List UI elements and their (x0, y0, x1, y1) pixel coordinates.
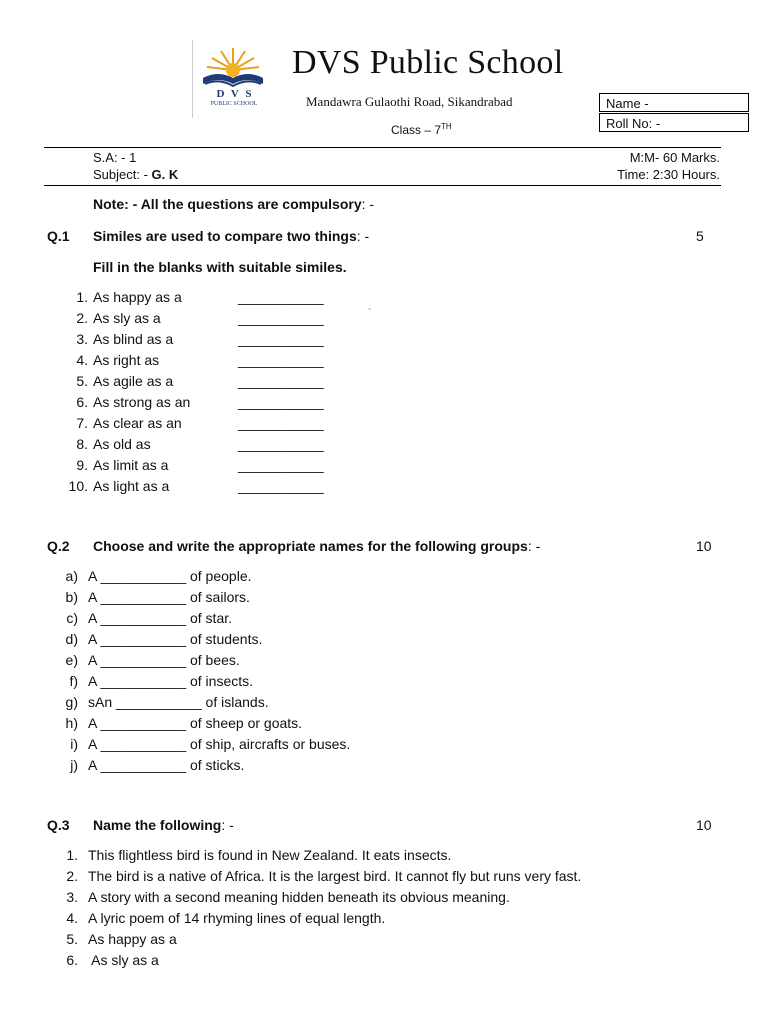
list-item: h) A ___________ of sheep or goats. (65, 715, 303, 731)
list-item: f) A ___________ of insects. (69, 673, 254, 689)
list-item: 6. As strong as an ___________ (76, 394, 324, 410)
blank-line[interactable]: ___________ (238, 478, 324, 494)
list-item: 8. As old as ___________ (76, 436, 324, 452)
q1-title: Similes are used to compare two things: - (93, 228, 370, 244)
time-allowed: Time: 2:30 Hours. (617, 167, 720, 182)
list-item: j) A ___________ of sticks. (70, 757, 245, 773)
q3-number: Q.3 (47, 817, 70, 833)
list-item: 1. This flightless bird is found in New Zealand. It eats insects. (66, 847, 452, 863)
list-item: 4. A lyric poem of 14 rhyming lines of equal length. (66, 910, 386, 926)
q2-list (60, 566, 560, 776)
list-item: 1. As happy as a ___________ (76, 289, 324, 305)
roll-number-field[interactable]: Roll No: - (599, 113, 749, 132)
blank-line[interactable]: ___________ (238, 352, 324, 368)
blank-line[interactable]: ___________ (238, 310, 324, 326)
blank-line[interactable]: ___________ (238, 415, 324, 431)
logo-subtitle: PUBLIC SCHOOL (210, 101, 258, 107)
list-item: 9. As limit as a ___________ (76, 457, 324, 473)
blank-line[interactable]: ___________ (238, 394, 324, 410)
list-item: 3. A story with a second meaning hidden beneath its obvious meaning. (66, 889, 510, 905)
q1-marks: 5 (696, 228, 704, 244)
list-item: 2. The bird is a native of Africa. It is the largest bird. It cannot fly but runs very fast. (66, 868, 582, 884)
blank-line[interactable]: ___________ (238, 331, 324, 347)
list-item: i) A ___________ of ship, aircrafts or buses. (70, 736, 351, 752)
list-item: c) A ___________ of star. (66, 610, 233, 626)
list-item: 5. As happy as a (66, 931, 177, 947)
max-marks: M:M- 60 Marks. (629, 150, 720, 165)
list-item: 5. As agile as a ___________ (76, 373, 324, 389)
class-label: Class – 7TH (391, 122, 452, 137)
blank-line[interactable]: ___________ (238, 457, 324, 473)
divider-top (44, 147, 721, 148)
school-name: DVS Public School (292, 44, 564, 81)
list-item: b) A ___________ of sailors. (65, 589, 250, 605)
note: Note: - All the questions are compulsory: - (93, 196, 375, 212)
blank-line[interactable]: ___________ (238, 289, 324, 305)
q2-title: Choose and write the appropriate names for the following groups: - (93, 538, 541, 554)
q2-marks: 10 (696, 538, 712, 554)
sa-label: S.A: - 1 (93, 150, 137, 165)
stray-mark: ` (368, 308, 372, 319)
list-item: 7. As clear as an ___________ (76, 415, 324, 431)
q1-instruction: Fill in the blanks with suitable similes. (93, 259, 347, 275)
logo-letters: D V S (216, 88, 254, 100)
divider-bottom (44, 185, 721, 186)
q3-marks: 10 (696, 817, 712, 833)
subject-label: Subject: - G. K (93, 167, 179, 182)
list-item: d) A ___________ of students. (65, 631, 263, 647)
blank-line[interactable]: ___________ (238, 373, 324, 389)
list-item: a) A ___________ of people. (65, 568, 252, 584)
school-logo (192, 40, 273, 118)
blank-line[interactable]: ___________ (238, 436, 324, 452)
q2-number: Q.2 (47, 538, 70, 554)
list-item: 10. As light as a ___________ (68, 478, 324, 494)
list-item: 4. As right as ___________ (76, 352, 324, 368)
list-item: 2. As sly as a ___________ (76, 310, 324, 326)
list-item: 3. As blind as a ___________ (76, 331, 324, 347)
name-field[interactable]: Name - (599, 93, 749, 112)
list-item: g) sAn ___________ of islands. (65, 694, 269, 710)
school-address: Mandawra Gulaothi Road, Sikandrabad (306, 94, 513, 109)
list-item: e) A ___________ of bees. (65, 652, 240, 668)
list-item: 6. As sly as a (66, 952, 159, 968)
q3-title: Name the following: - (93, 817, 234, 833)
q1-number: Q.1 (47, 228, 70, 244)
q1-list (60, 287, 360, 497)
q3-list (60, 845, 700, 971)
